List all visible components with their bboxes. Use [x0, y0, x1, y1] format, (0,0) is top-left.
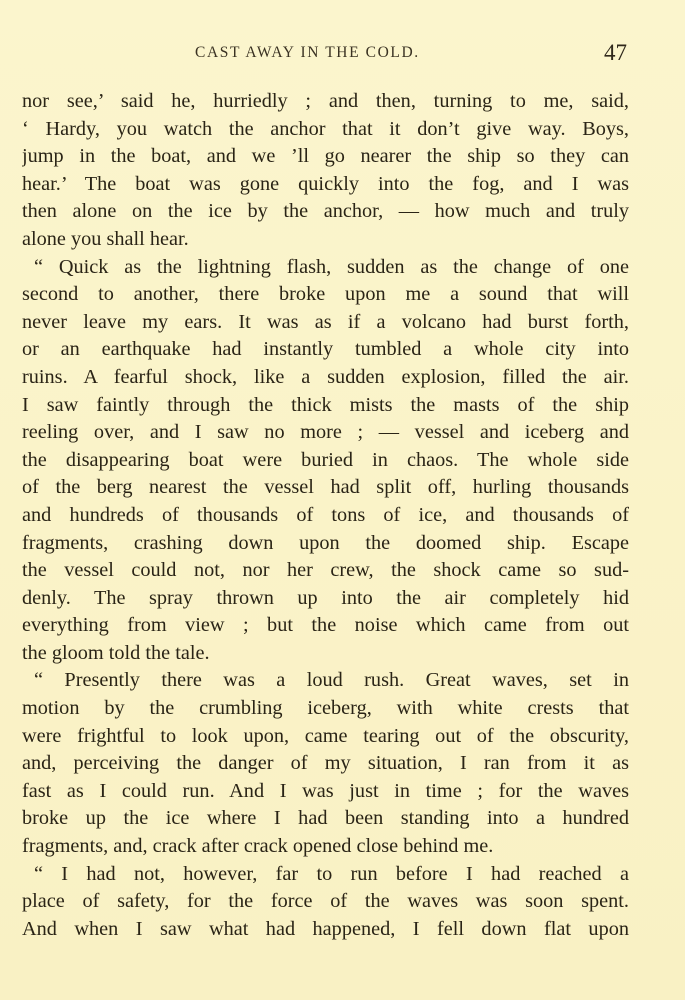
- running-title: CAST AWAY IN THE COLD.: [195, 44, 420, 61]
- text-line: never leave my ears. It was as if a volcano had burst forth,: [22, 310, 629, 333]
- text-line: And when I saw what had happened, I fell down flat upon: [22, 917, 629, 940]
- text-line: the vessel could not, nor her crew, the shock came so sud-: [22, 559, 629, 582]
- text-line: “ Presently there was a loud rush. Great waves, set in: [34, 669, 629, 692]
- text-line: jump in the boat, and we ’ll go nearer the ship so they can: [22, 145, 629, 168]
- text-line: of the berg nearest the vessel had split off, hurling thousands: [22, 476, 629, 499]
- text-line: reeling over, and I saw no more ; — vessel and iceberg and: [22, 421, 629, 444]
- text-line: hear.’ The boat was gone quickly into the fog, and I was: [22, 172, 629, 195]
- text-line: the disappearing boat were buried in chaos. The whole side: [22, 448, 629, 471]
- text-line: “ I had not, however, far to run before I had reached a: [34, 862, 629, 885]
- page-header: [0, 40, 685, 70]
- text-line: nor see,’ said he, hurriedly ; and then, turning to me, said,: [22, 90, 629, 112]
- text-line: denly. The spray thrown up into the air completely hid: [22, 586, 629, 609]
- text-line: I saw faintly through the thick mists the masts of the ship: [22, 393, 629, 416]
- body-text: [22, 88, 629, 943]
- text-line: “ Quick as the lightning flash, sudden as the change of one: [34, 255, 629, 278]
- text-line: fragments, crashing down upon the doomed ship. Escape: [22, 531, 629, 554]
- text-line: ruins. A fearful shock, like a sudden explosion, filled the air.: [22, 365, 629, 388]
- text-line: then alone on the ice by the anchor, — how much and truly: [22, 200, 629, 223]
- text-line: the gloom told the tale.: [22, 641, 210, 664]
- text-line: place of safety, for the force of the waves was soon spent.: [22, 890, 629, 913]
- text-line: ‘ Hardy, you watch the anchor that it don’t give way. Boys,: [22, 117, 629, 140]
- text-line: fast as I could run. And I was just in time ; for the waves: [22, 779, 629, 802]
- text-line: or an earthquake had instantly tumbled a whole city into: [22, 338, 629, 361]
- text-line: broke up the ice where I had been standing into a hundred: [22, 807, 629, 830]
- text-line: alone you shall hear.: [22, 227, 189, 250]
- text-line: were frightful to look upon, came tearing out of the obscurity,: [22, 724, 629, 747]
- text-line: and hundreds of thousands of tons of ice, and thousands of: [22, 503, 629, 526]
- text-line: everything from view ; but the noise which came from out: [22, 614, 629, 637]
- text-line: fragments, and, crack after crack opened close behind me.: [22, 835, 494, 858]
- text-line: second to another, there broke upon me a sound that will: [22, 283, 629, 306]
- text-line: motion by the crumbling iceberg, with white crests that: [22, 697, 629, 720]
- page-number: 47: [604, 40, 627, 65]
- text-line: and, perceiving the danger of my situation, I ran from it as: [22, 752, 629, 775]
